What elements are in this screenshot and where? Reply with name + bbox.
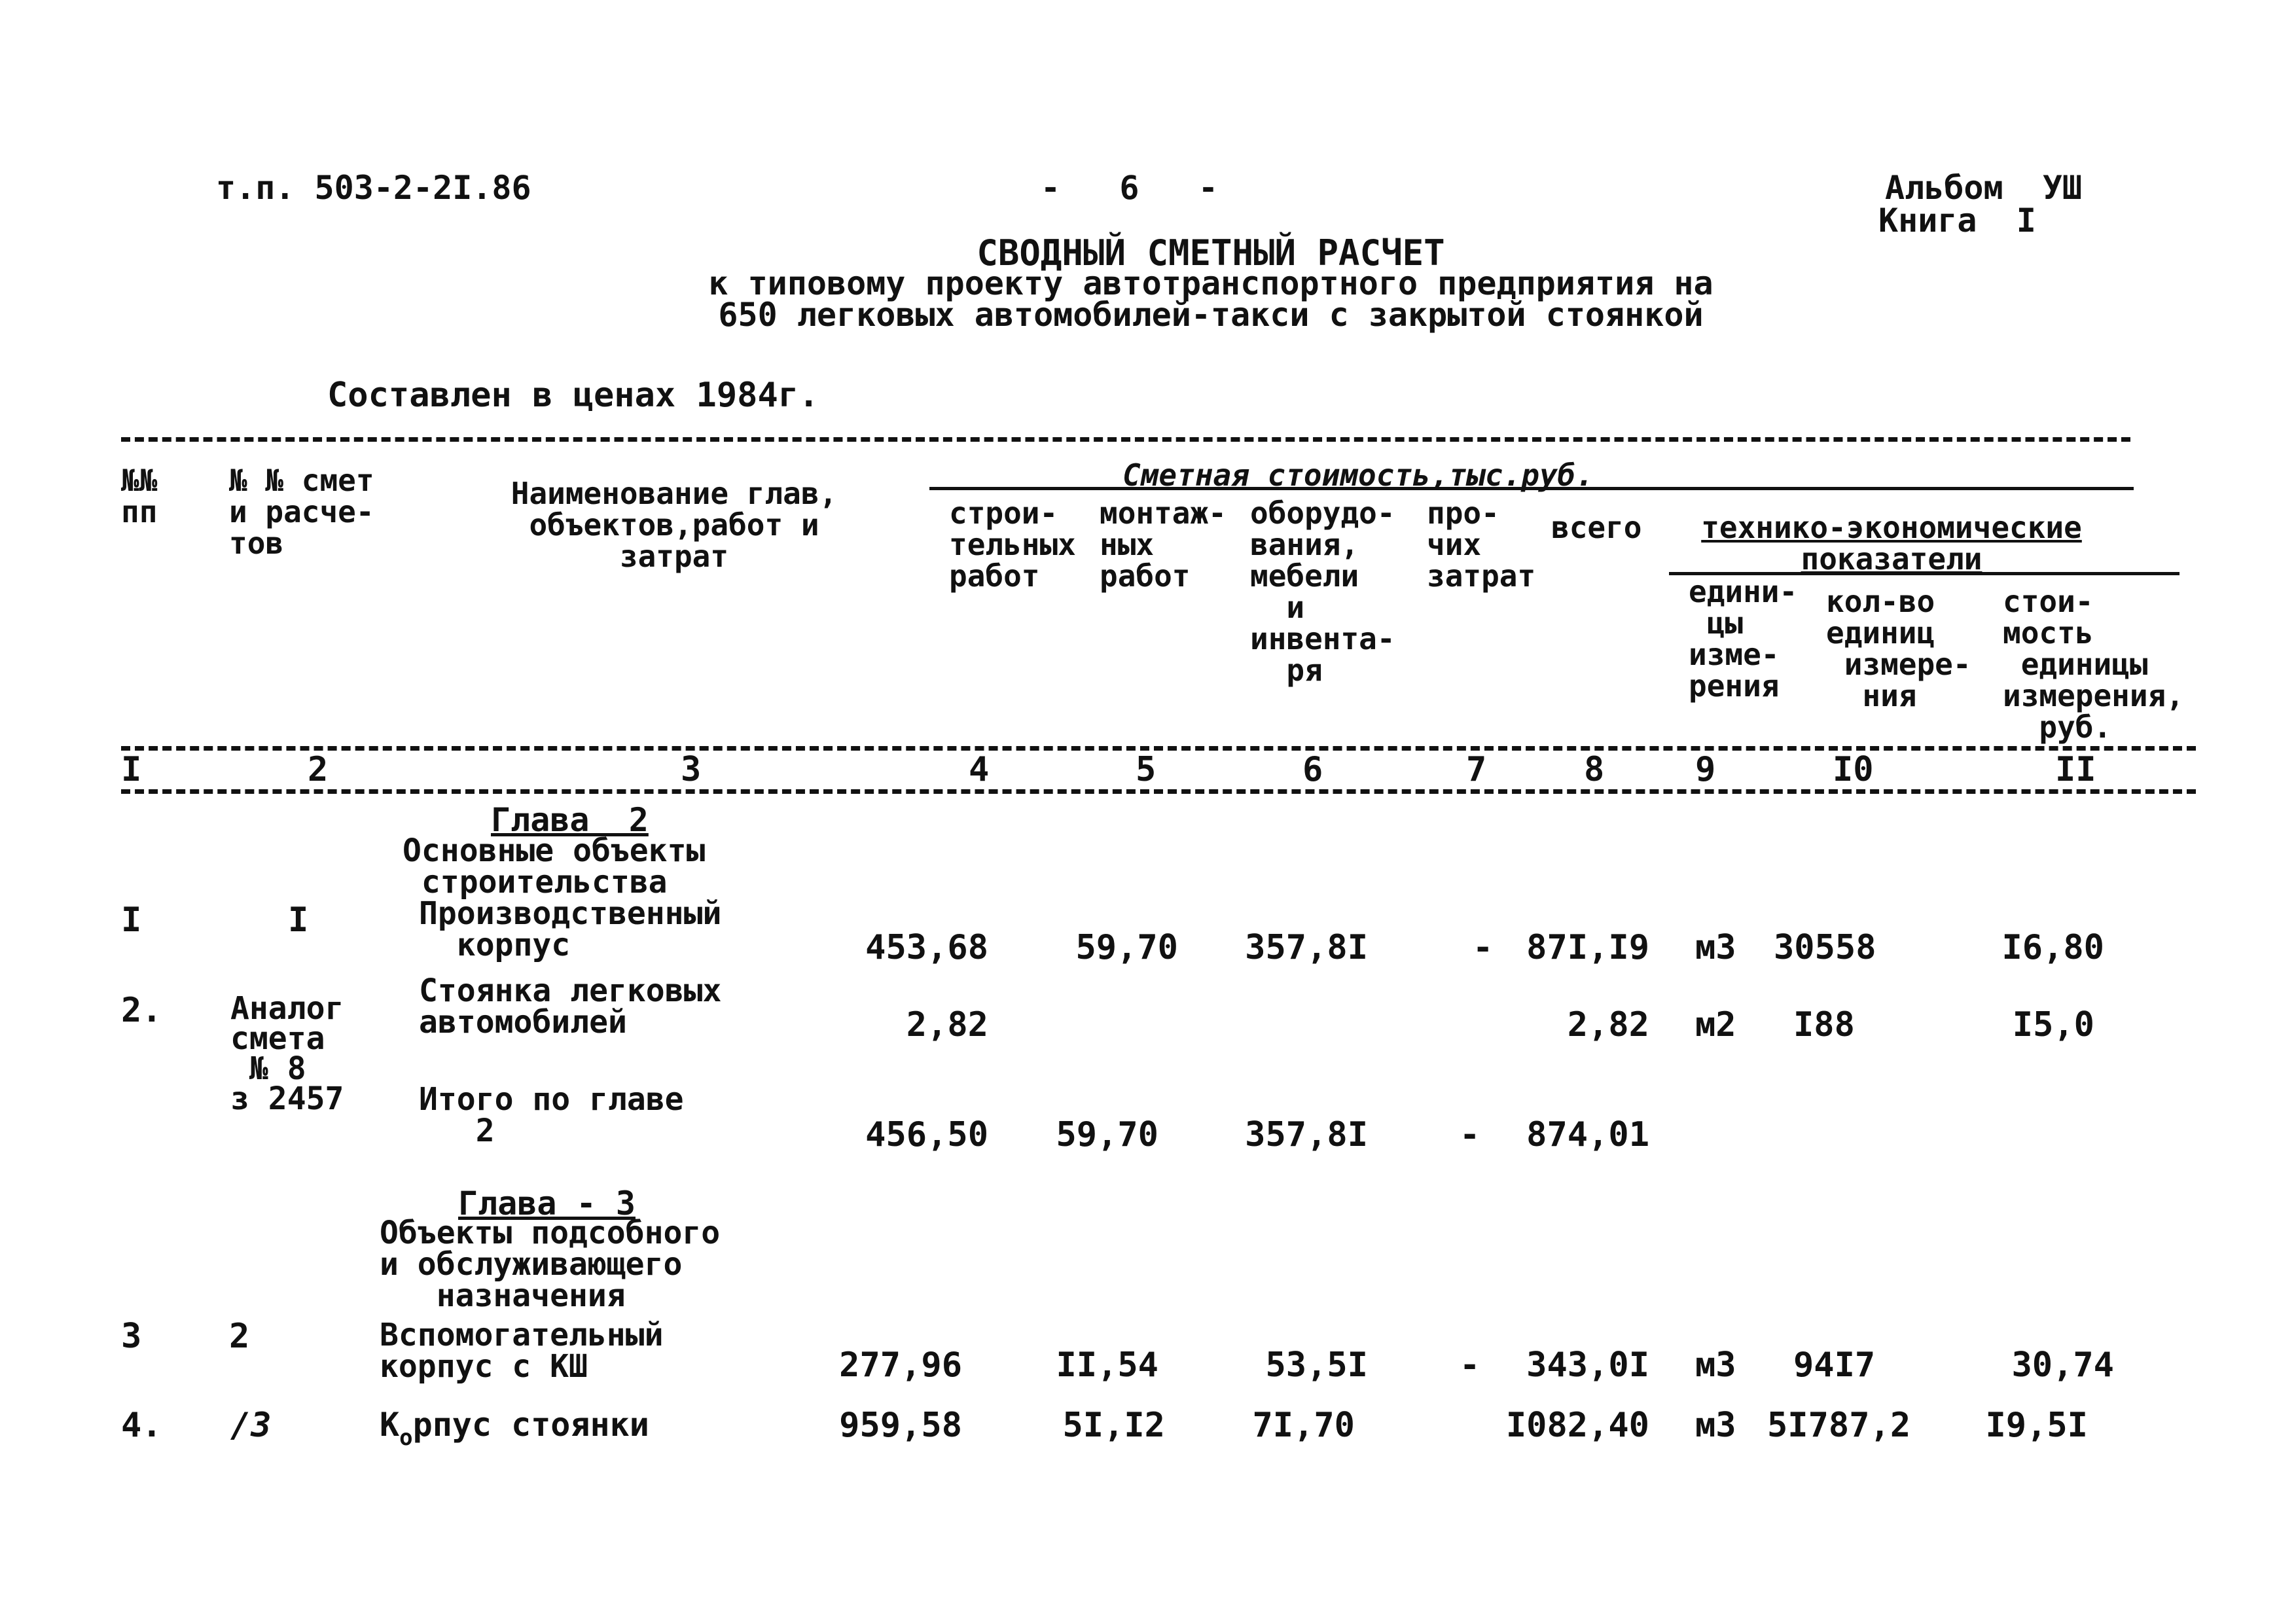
col-number-9: 9	[1695, 750, 1716, 789]
construction-cost: 453,68	[865, 928, 988, 967]
item-name: Стоянка легковых автомобилей	[419, 972, 722, 1041]
other-cost: -	[1460, 1346, 1480, 1385]
col-number-2: 2	[308, 750, 329, 789]
quantity: 94I7	[1793, 1346, 1876, 1385]
estimate-number: Аналог смета № 8 з 2457	[230, 990, 344, 1117]
col-number-7: 7	[1466, 750, 1487, 789]
quantity: 5I787,2	[1767, 1406, 1911, 1445]
equipment-cost: 53,5I	[1265, 1346, 1368, 1385]
item-name-prefix: К	[380, 1406, 400, 1444]
document-title: СВОДНЫЙ СМЕТНЫЙ РАСЧЕТ	[977, 232, 1445, 274]
unit-of-measure: м3	[1695, 928, 1736, 967]
col-number-8: 8	[1584, 750, 1605, 789]
total-label: Итого по главе 2	[419, 1081, 684, 1149]
col-number-3: 3	[681, 750, 702, 789]
construction-cost: 959,58	[839, 1406, 962, 1445]
album-label: Альбом УШ	[1885, 169, 2083, 207]
item-name: Производственный корпус	[419, 895, 722, 963]
col-header-row-number: №№ пп	[121, 463, 158, 529]
other-cost: -	[1473, 928, 1494, 967]
col-header-estimate-number: № № смет и расче- тов	[229, 463, 374, 561]
col-number-5: 5	[1136, 750, 1157, 789]
document-subtitle-line-1: к типовому проекту автотранспортного предприятия на	[708, 264, 1713, 302]
col-number-11: II	[2055, 750, 2096, 789]
estimate-number: I	[288, 901, 309, 940]
total-cost: 874,01	[1526, 1115, 1649, 1154]
row-number: 3	[121, 1317, 142, 1356]
col-header-quantity: кол-во единиц измере- ния	[1826, 584, 1971, 713]
table-top-rule	[121, 437, 2130, 442]
construction-cost: 2,82	[906, 1005, 988, 1044]
total-cost: 2,82	[1567, 1005, 1649, 1044]
column-numbers-rule	[121, 789, 2196, 794]
col-number-6: 6	[1302, 750, 1323, 789]
page-number: - 6 -	[1041, 169, 1218, 207]
item-name-subscript: о	[399, 1425, 413, 1451]
unit-of-measure: м2	[1695, 1005, 1736, 1044]
unit-cost: I5,0	[2012, 1005, 2094, 1044]
total-cost: I082,40	[1505, 1406, 1649, 1445]
quantity: 30558	[1774, 928, 1876, 967]
col-header-total: всего	[1551, 510, 1642, 545]
col-header-construction: строи- тельных работ	[949, 495, 1076, 594]
cost-group-rule	[929, 487, 2134, 490]
row-number: 2.	[121, 991, 162, 1030]
unit-of-measure: м3	[1695, 1346, 1736, 1385]
col-group-estimated-cost: Сметная стоимость,тыс.руб.	[1122, 457, 1594, 493]
unit-cost: I9,5I	[1985, 1406, 2088, 1445]
unit-cost: 30,74	[2011, 1346, 2114, 1385]
book-label: Книга I	[1878, 202, 2036, 240]
equipment-cost: 357,8I	[1245, 928, 1368, 967]
row-number: I	[121, 901, 142, 940]
other-cost: -	[1460, 1115, 1480, 1154]
col-header-equipment: оборудо- вания, мебели и инвента- ря	[1250, 495, 1395, 688]
header-bottom-rule	[121, 746, 2196, 751]
col-number-4: 4	[969, 750, 990, 789]
chapter-2-heading: Глава 2	[491, 801, 649, 839]
equipment-cost: 357,8I	[1245, 1115, 1368, 1154]
unit-cost: I6,80	[2001, 928, 2104, 967]
chapter-3-heading: Глава - 3	[458, 1185, 636, 1222]
row-number: 4.	[121, 1406, 162, 1445]
item-name-rest: рпус стоянки	[412, 1406, 649, 1444]
item-name	[380, 1408, 649, 1449]
item-name: Вспомогательный корпус с КШ	[380, 1317, 664, 1385]
total-cost: 87I,I9	[1526, 928, 1649, 967]
col-header-other: про- чих затрат	[1427, 495, 1536, 594]
installation-cost: 59,70	[1075, 928, 1178, 967]
quantity: I88	[1793, 1005, 1855, 1044]
chapter-2-title: Основные объекты строительства	[403, 832, 706, 901]
col-number-1: I	[121, 750, 142, 789]
estimate-number: 2	[229, 1317, 250, 1356]
col-header-installation: монтаж- ных работ	[1100, 495, 1227, 594]
equipment-cost: 7I,70	[1252, 1406, 1355, 1445]
estimate-number: /3	[230, 1406, 272, 1445]
col-number-10: I0	[1833, 750, 1874, 789]
col-header-unit: едини- цы изме- рения	[1689, 574, 1798, 704]
col-header-item-name: Наименование глав, объектов,работ и затрат	[511, 476, 838, 574]
col-header-unit-cost: стои- мость единицы измерения, руб.	[2003, 584, 2184, 745]
construction-cost: 277,96	[839, 1346, 962, 1385]
installation-cost: II,54	[1056, 1346, 1158, 1385]
chapter-3-title: Объекты подсобного и обслуживающего назначения	[380, 1215, 721, 1314]
document-code: т.п. 503-2-2I.86	[216, 169, 531, 207]
construction-cost: 456,50	[865, 1115, 988, 1154]
installation-cost: 5I,I2	[1062, 1406, 1165, 1445]
prices-note: Составлен в ценах 1984г.	[327, 376, 819, 415]
document-subtitle-line-2: 650 легковых автомобилей-такси с закрытой стоянкой	[718, 296, 1704, 334]
total-cost: 343,0I	[1526, 1346, 1649, 1385]
col-group-technical-indicators: технико-экономические показатели	[1701, 510, 2082, 577]
installation-cost: 59,70	[1056, 1115, 1158, 1154]
unit-of-measure: м3	[1695, 1406, 1736, 1445]
